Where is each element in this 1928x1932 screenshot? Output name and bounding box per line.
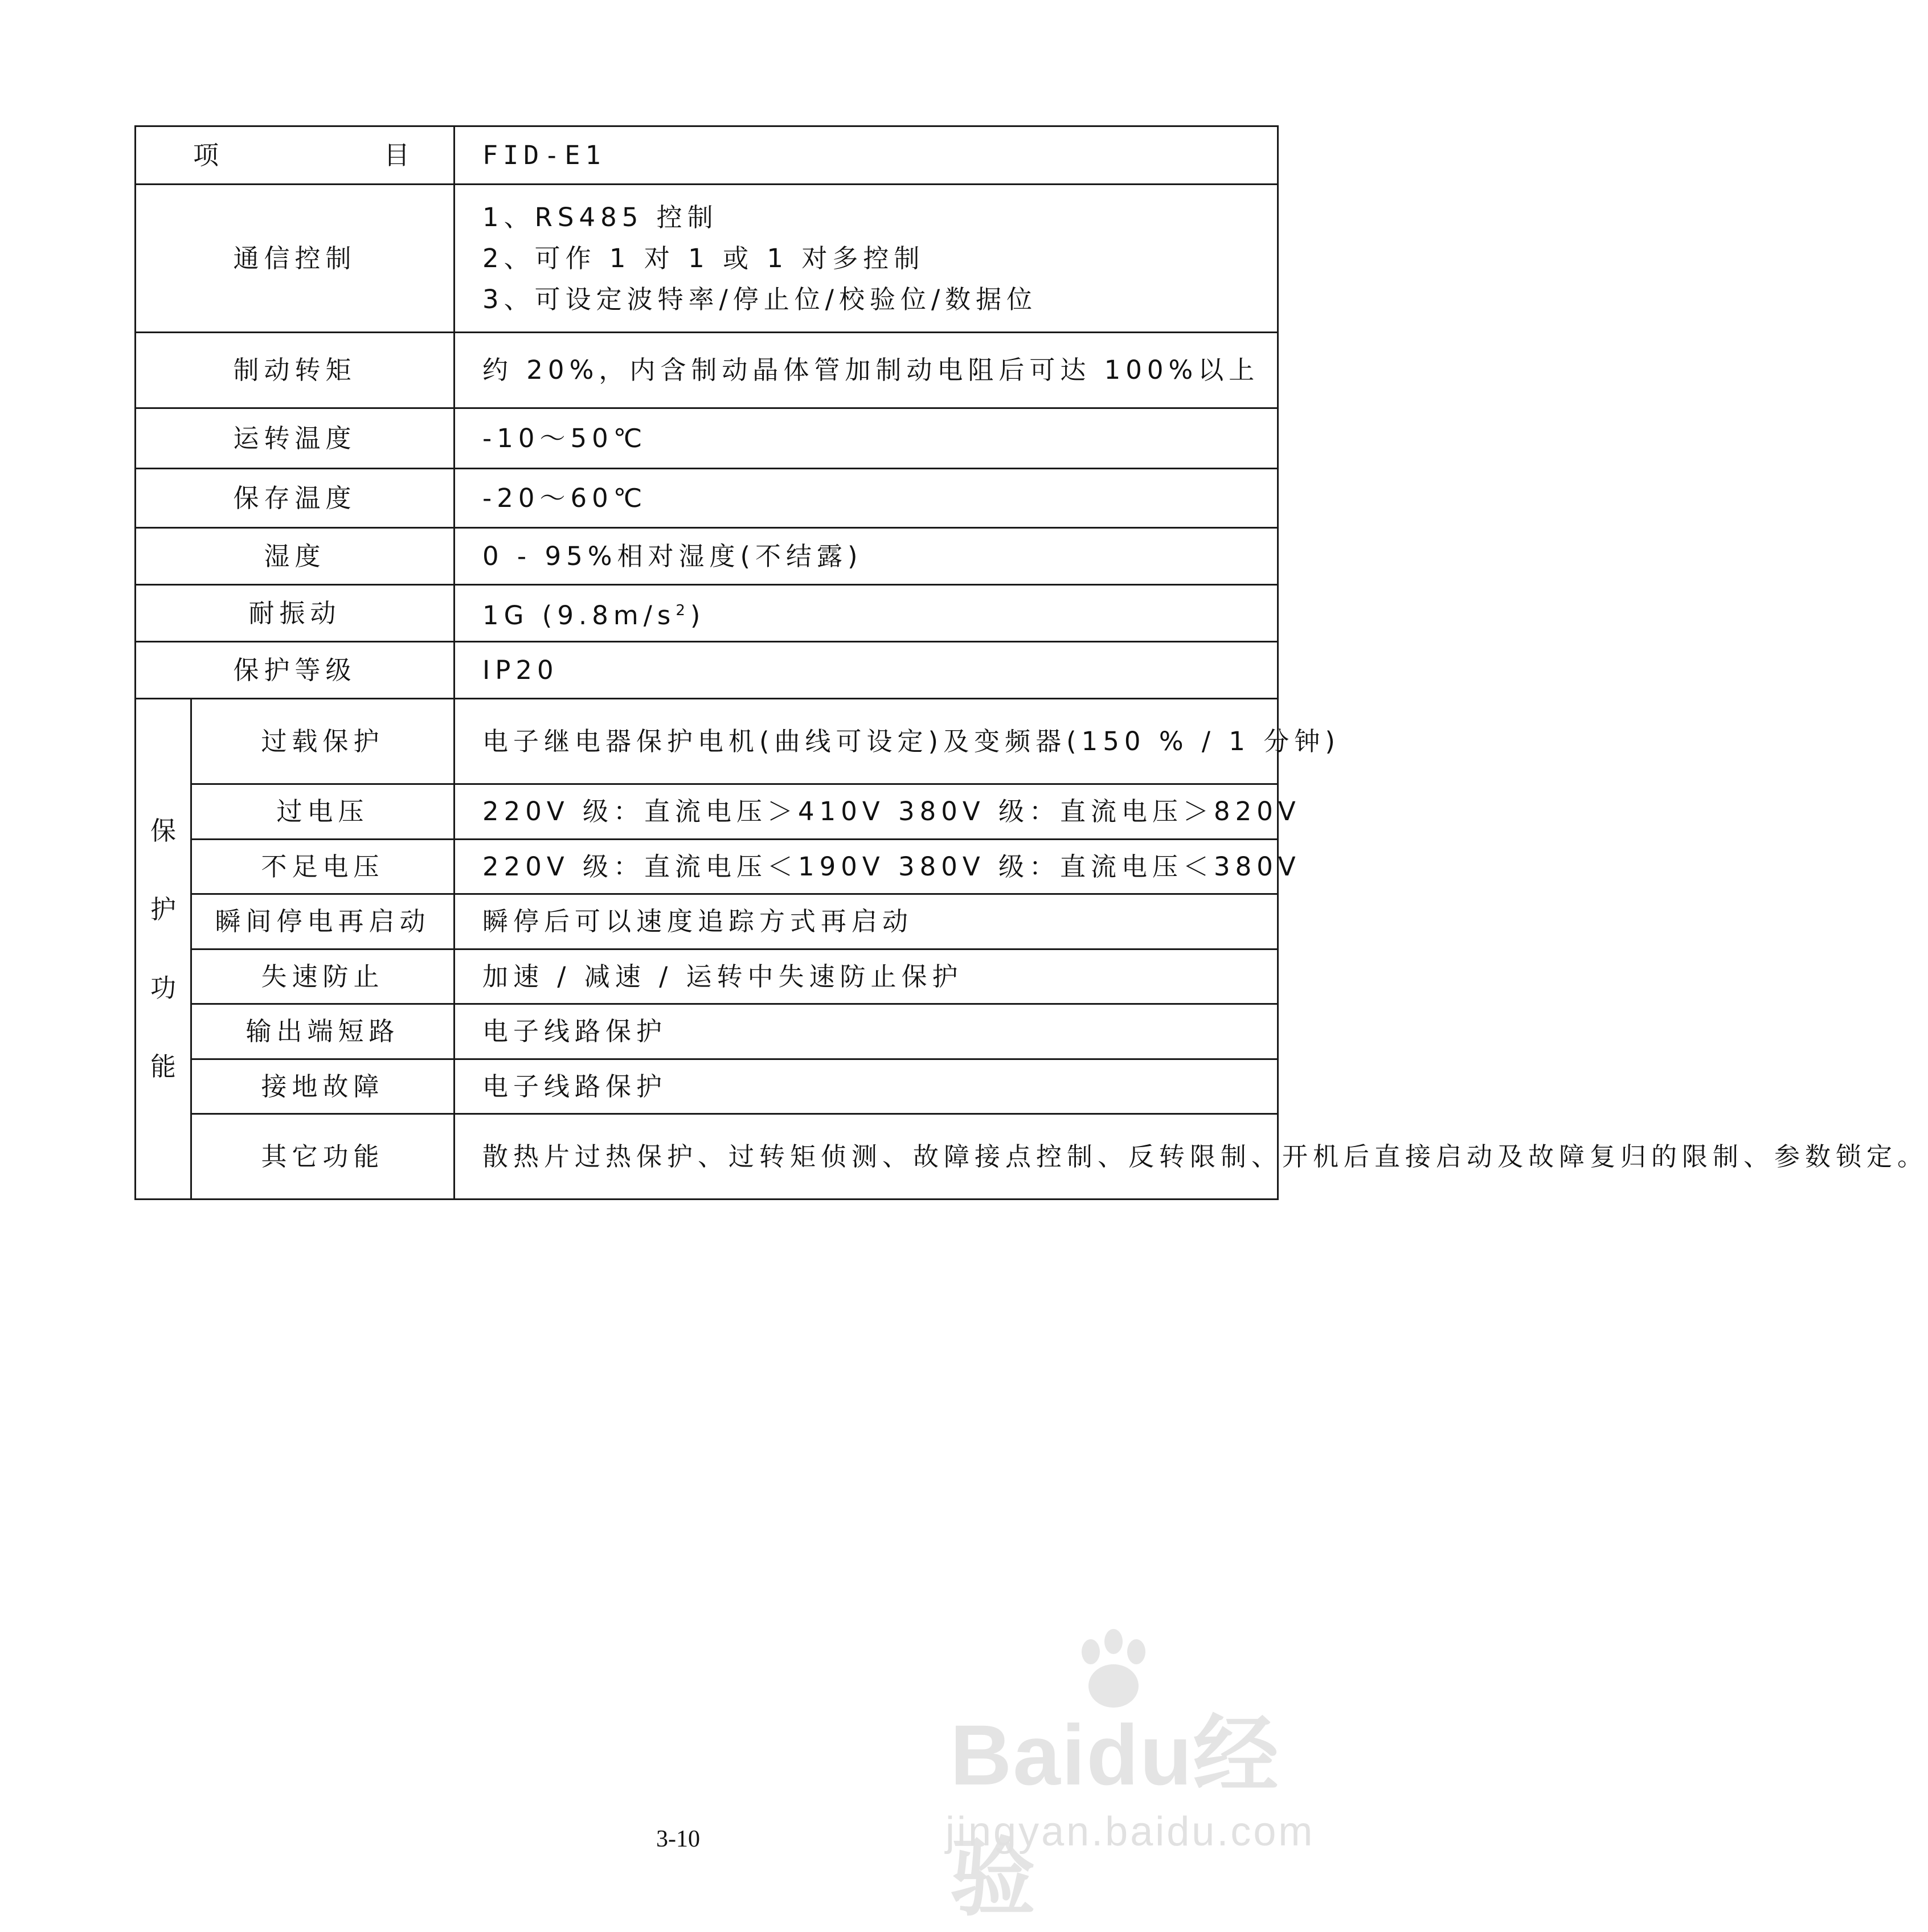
protection-group-label: [136, 699, 191, 1200]
protection-label: 接地故障: [191, 1059, 455, 1114]
protection-value: 电子线路保护: [455, 1004, 1278, 1059]
vibration-value: [455, 585, 1278, 642]
protection-char-1: 保: [150, 816, 176, 846]
vibration-end: ): [690, 600, 706, 631]
header-row: [136, 126, 1278, 185]
vibration-exponent: 2: [676, 602, 690, 619]
protection-label: 过电压: [191, 784, 455, 840]
watermark-logo: Baidu经验: [950, 1707, 1280, 1926]
protection-row: [136, 1114, 1278, 1200]
humidity-row: [136, 528, 1278, 585]
protection-value: 电子继电器保护电机(曲线可设定)及变频器(150 % / 1 分钟): [455, 699, 1278, 784]
comm-line-2: 2、可作 1 对 1 或 1 对多控制: [482, 243, 925, 273]
protection-row: [136, 894, 1278, 949]
protection-value: 散热片过热保护、过转矩侦测、故障接点控制、反转限制、开机后直接启动及故障复归的限制、参数锁定。: [455, 1114, 1278, 1200]
op-temp-value: -10～50℃: [455, 408, 1278, 469]
protection-value: 加速 / 减速 / 运转中失速防止保护: [455, 949, 1278, 1004]
protection-row: [136, 699, 1278, 784]
protection-label: 输出端短路: [191, 1004, 455, 1059]
protection-label: 其它功能: [191, 1114, 455, 1200]
protection-char-2: 护: [150, 894, 176, 924]
op-temp-label: 运转温度: [136, 408, 455, 469]
comm-label: 通信控制: [136, 185, 455, 333]
humidity-value: 0 - 95%相对湿度(不结露): [455, 528, 1278, 585]
humidity-label: 湿度: [136, 528, 455, 585]
comm-row: [136, 185, 1278, 333]
store-temp-value: -20～60℃: [455, 469, 1278, 528]
protection-row: [136, 840, 1278, 894]
protection-row: [136, 1004, 1278, 1059]
vibration-label: 耐振动: [136, 585, 455, 642]
brake-label: 制动转矩: [136, 333, 455, 408]
protection-char-4: 能: [150, 1051, 176, 1082]
header-item-cell: [136, 126, 455, 185]
ip-row: [136, 642, 1278, 699]
header-model: FID-E1: [455, 126, 1278, 185]
protection-value: 220V 级：直流电压＜190V 380V 级：直流电压＜380V: [455, 840, 1278, 894]
protection-label: 不足电压: [191, 840, 455, 894]
protection-value: 220V 级：直流电压＞410V 380V 级：直流电压＞820V: [455, 784, 1278, 840]
op-temp-row: [136, 408, 1278, 469]
protection-row: [136, 1059, 1278, 1114]
vibration-row: [136, 585, 1278, 642]
protection-row: [136, 784, 1278, 840]
protection-char-3: 功: [150, 973, 176, 1003]
comm-value: [455, 185, 1278, 333]
store-temp-label: 保存温度: [136, 469, 455, 528]
vibration-main: 1G (9.8m/s: [482, 600, 676, 631]
watermark-url: jingyan.baidu.com: [945, 1809, 1315, 1855]
page-number: 3-10: [656, 1826, 700, 1852]
protection-label: 失速防止: [191, 949, 455, 1004]
protection-label: 过载保护: [191, 699, 455, 784]
protection-label: 瞬间停电再启动: [191, 894, 455, 949]
comm-line-1: 1、RS485 控制: [482, 202, 718, 232]
protection-value: 瞬停后可以速度追踪方式再启动: [455, 894, 1278, 949]
ip-label: 保护等级: [136, 642, 455, 699]
comm-line-3: 3、可设定波特率/停止位/校验位/数据位: [482, 284, 1038, 314]
ip-value: IP20: [455, 642, 1278, 699]
brake-value: 约 20%，内含制动晶体管加制动电阻后可达 100%以上: [455, 333, 1278, 408]
protection-value: 电子线路保护: [455, 1059, 1278, 1114]
spec-table: [134, 125, 1928, 1200]
protection-row: [136, 949, 1278, 1004]
header-item-char-2: 目: [383, 140, 415, 170]
brake-row: [136, 333, 1278, 408]
header-item-char-1: 项: [193, 140, 224, 170]
store-temp-row: [136, 469, 1278, 528]
